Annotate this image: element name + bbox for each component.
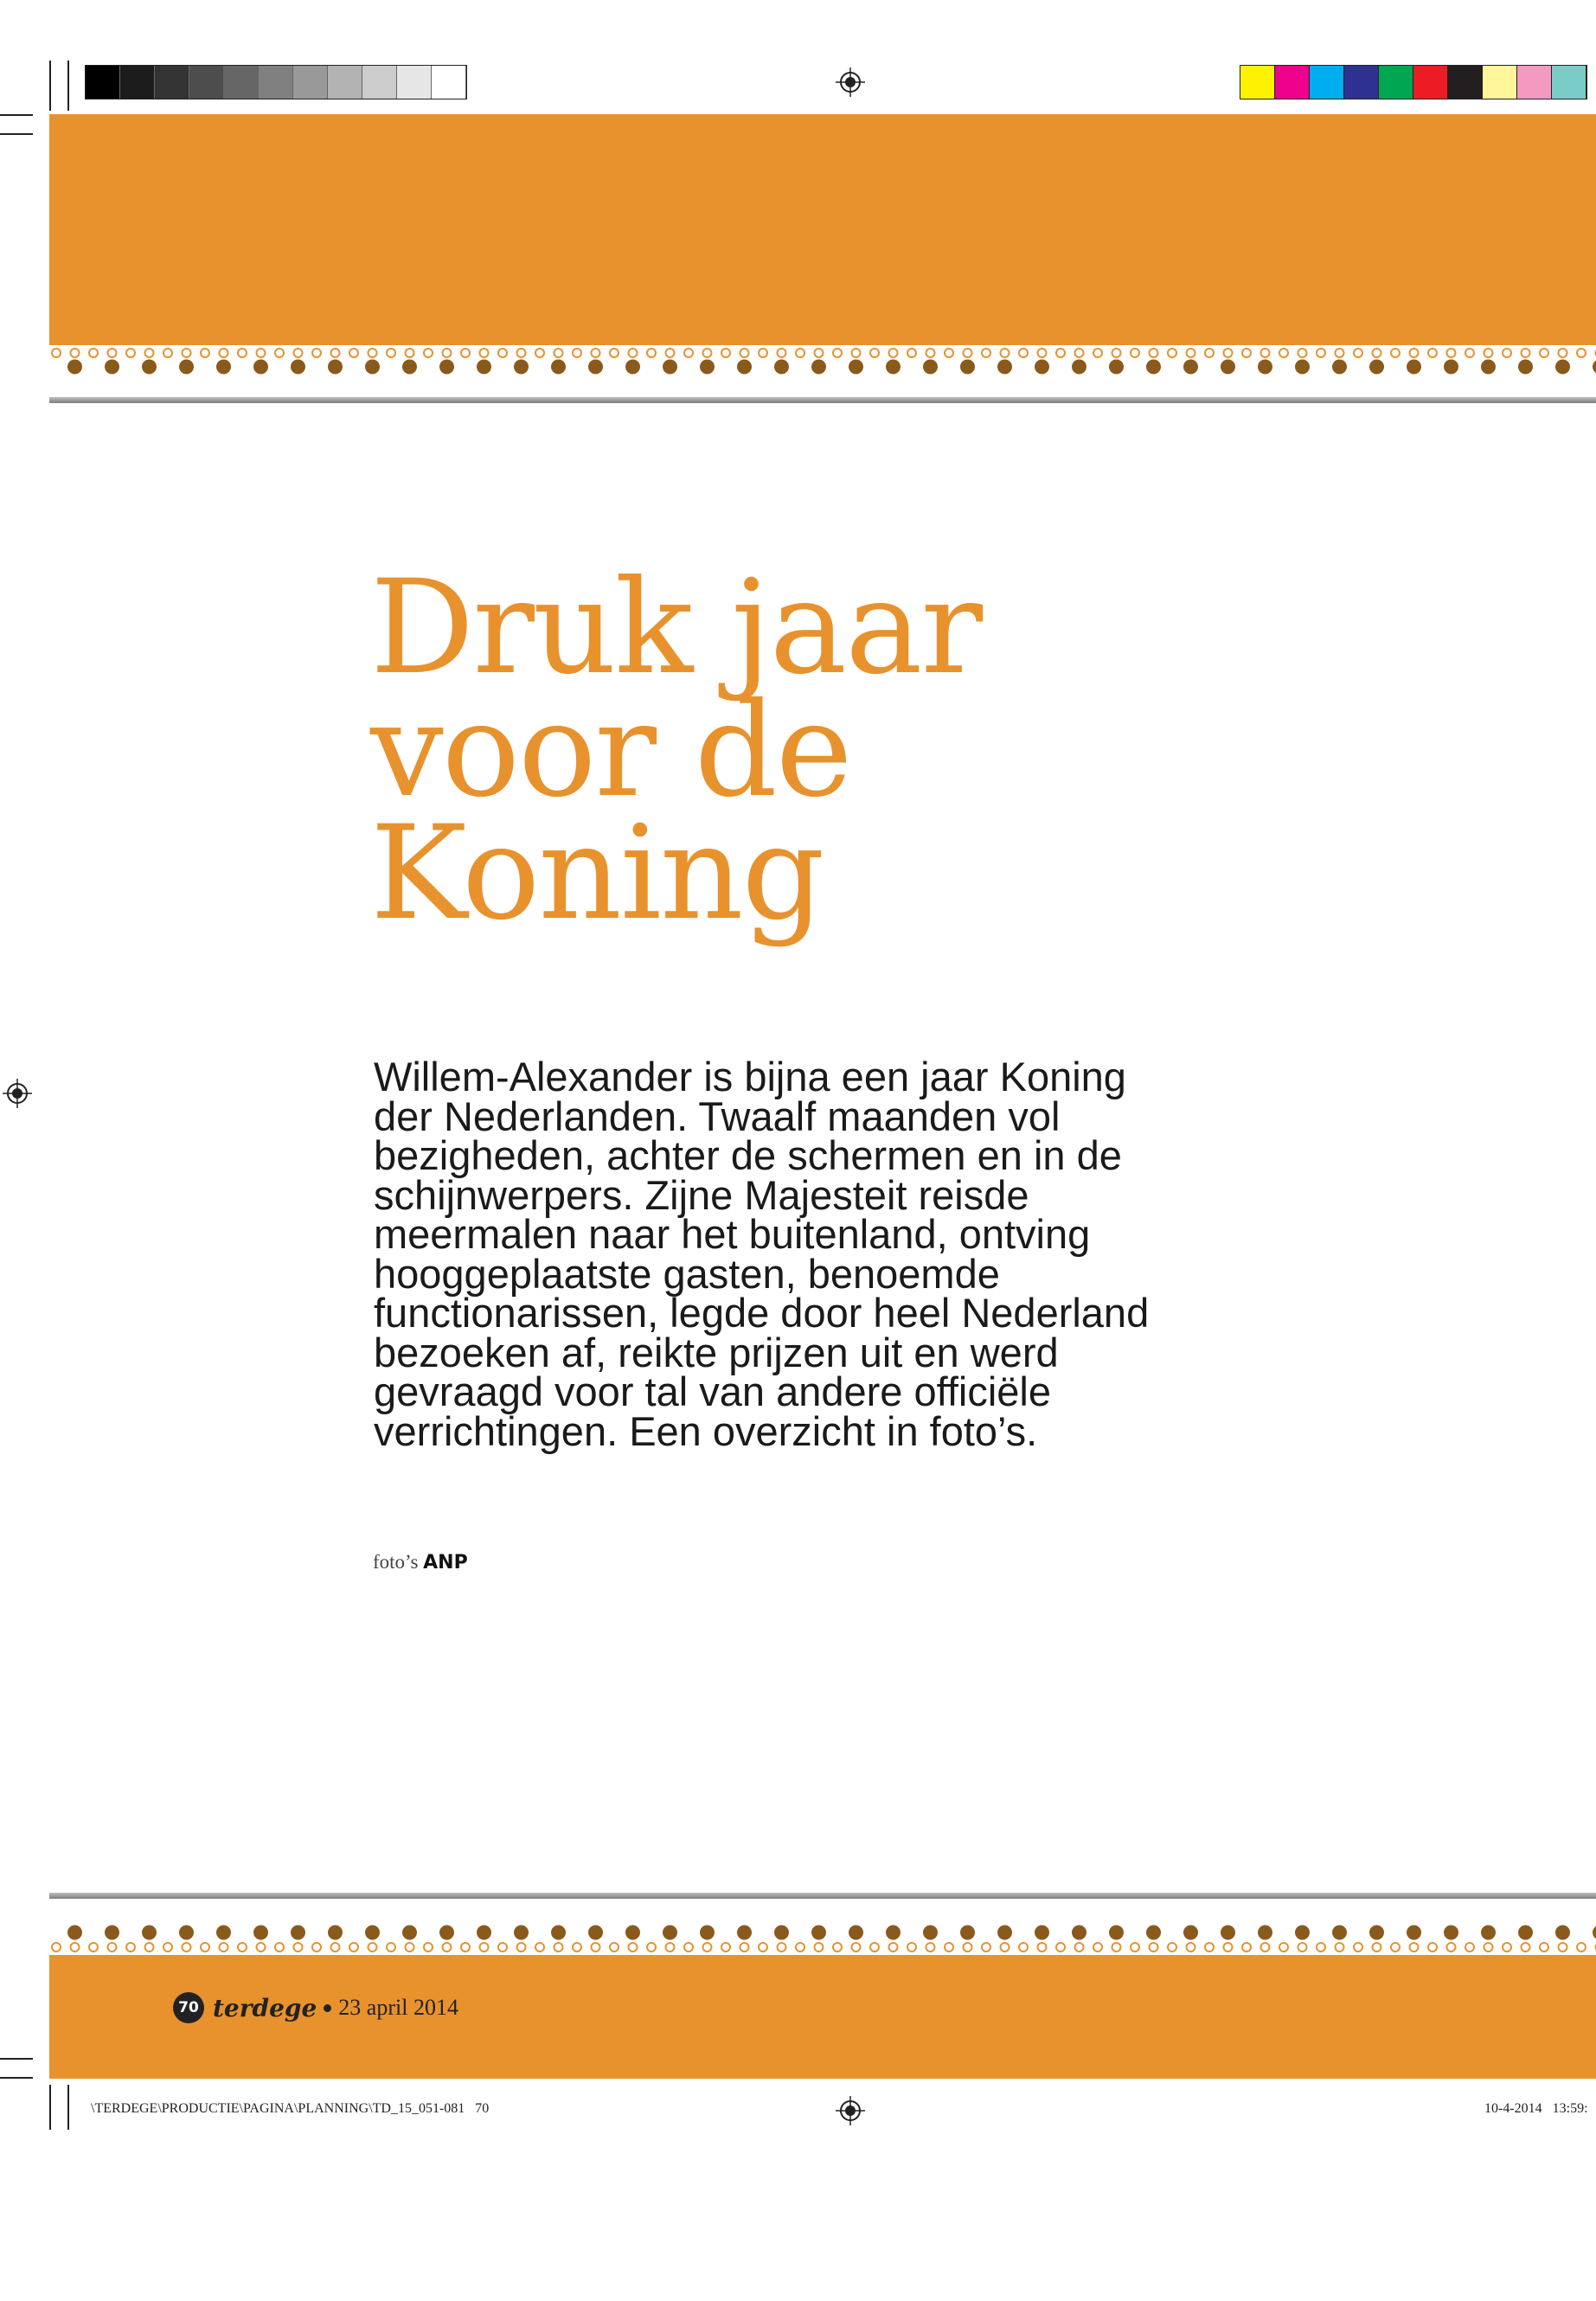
top-orange-band — [49, 114, 1596, 346]
bullet-separator-icon — [324, 2004, 331, 2012]
top-dot-border — [49, 345, 1596, 376]
gray-swatch-3 — [155, 66, 189, 99]
headline-line-3: Koning — [370, 798, 824, 949]
gray-swatch-7 — [293, 66, 328, 99]
headline-line-1: Druk jaar — [370, 553, 982, 703]
photo-credit — [373, 1551, 468, 1574]
photo-credit-prefix: foto’s — [373, 1551, 419, 1573]
slug-file-path — [91, 2101, 489, 2117]
bottom-dot-border — [49, 1924, 1596, 1955]
gray-swatch-1 — [86, 66, 120, 99]
photo-credit-agency: ANP — [423, 1552, 468, 1574]
page-title — [370, 553, 982, 949]
gray-swatch-4 — [189, 66, 224, 99]
crop-mark-bottom-left-h2 — [0, 2077, 33, 2079]
color-calibration-strip — [1240, 65, 1587, 99]
crop-mark-top-left-h — [0, 114, 33, 116]
color-swatch-4 — [1344, 66, 1379, 99]
gray-swatch-6 — [259, 66, 293, 99]
gray-swatch-10 — [397, 66, 432, 99]
registration-mark-left-icon — [3, 1079, 32, 1108]
color-swatch-1 — [1240, 66, 1275, 99]
crop-mark-top-left-h2 — [0, 133, 33, 135]
crop-mark-bottom-left-v1 — [49, 2085, 51, 2130]
color-swatch-10 — [1552, 66, 1586, 99]
crop-mark-top-left-v2 — [67, 61, 69, 111]
crop-mark-top-left-v1 — [49, 61, 51, 111]
grayscale-calibration-strip — [85, 65, 467, 99]
slug-timestamp: 10-4-2014 13:59: — [1484, 2101, 1588, 2116]
issue-date: 23 april 2014 — [338, 1995, 458, 2020]
top-divider-line — [49, 397, 1596, 403]
page-number-badge: 70 — [173, 1992, 204, 2023]
gray-swatch-9 — [362, 66, 397, 99]
headline-line-2: voor de — [370, 676, 851, 826]
crop-mark-bottom-left-h — [0, 2058, 33, 2060]
magazine-logo: terdege — [213, 1993, 317, 2022]
color-swatch-8 — [1483, 66, 1517, 99]
crop-mark-bottom-left-v2 — [67, 2085, 69, 2130]
color-swatch-5 — [1379, 66, 1413, 99]
intro-paragraph: Willem-Alexander is bijna een jaar Koning der Nederlanden. Twaalf maanden vol bezigheden, achter de schermen en in de schijnwerpers. Zijne Majesteit reisde meermalen naar het buitenland, ontving hooggeplaatste gasten, benoemde functionarissen, legde door heel Nederland bezoeken af, reikte prijzen uit en werd gevraagd voor tal van andere officiële verrichtingen. Een overzicht in foto’s. — [374, 1054, 1150, 1454]
page-footer — [173, 1991, 458, 2024]
gray-swatch-5 — [224, 66, 259, 99]
color-swatch-3 — [1310, 66, 1344, 99]
color-swatch-6 — [1413, 66, 1448, 99]
gray-swatch-8 — [328, 66, 362, 99]
color-swatch-9 — [1517, 66, 1552, 99]
bottom-divider-line — [49, 1893, 1596, 1899]
slug-path-text: \TERDEGE\PRODUCTIE\PAGINA\PLANNING\TD_15_051-081 — [91, 2101, 465, 2116]
color-swatch-7 — [1448, 66, 1483, 99]
registration-mark-bottom-icon — [836, 2096, 865, 2125]
registration-mark-top-icon — [836, 67, 865, 97]
color-swatch-2 — [1275, 66, 1310, 99]
gray-swatch-11 — [432, 66, 466, 99]
slug-page-ref: 70 — [475, 2101, 490, 2116]
gray-swatch-2 — [120, 66, 155, 99]
